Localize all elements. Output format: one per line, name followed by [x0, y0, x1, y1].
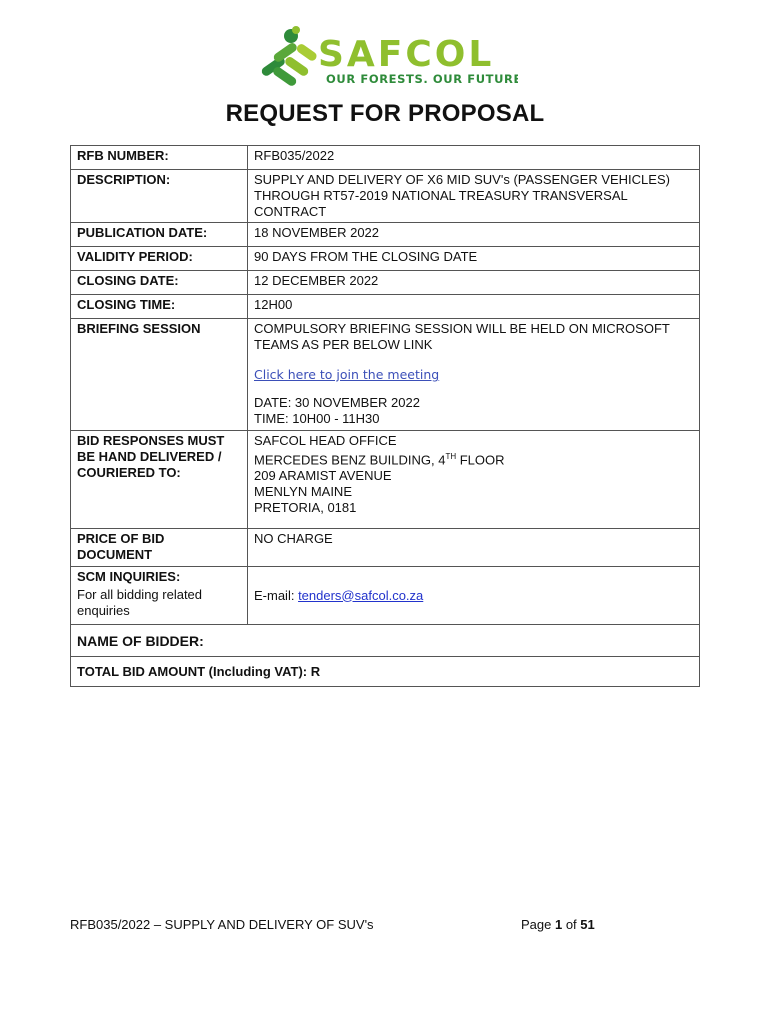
briefing-date: DATE: 30 NOVEMBER 2022: [254, 395, 420, 410]
page-title: REQUEST FOR PROPOSAL: [225, 100, 545, 127]
safcol-logo: [256, 22, 518, 90]
scm-label-title: SCM INQUIRIES:: [77, 569, 181, 584]
closing-date-value: 12 DECEMBER 2022: [248, 271, 700, 295]
table-row: [71, 223, 700, 247]
email-link[interactable]: tenders@safcol.co.za: [298, 587, 424, 603]
description-label: DESCRIPTION:: [71, 170, 248, 223]
scm-email-cell: [248, 567, 700, 625]
footer-document-ref: RFB035/2022 – SUPPLY AND DELIVERY OF SUV's: [70, 917, 374, 932]
table-row: [71, 625, 700, 657]
table-row: [71, 146, 700, 170]
validity-period-value: 90 DAYS FROM THE CLOSING DATE: [248, 247, 700, 271]
footer-page-number: Page 1 of 51: [521, 917, 595, 932]
table-row: [71, 247, 700, 271]
rfb-number-label: RFB NUMBER:: [71, 146, 248, 170]
delivery-label: BID RESPONSES MUST BE HAND DELIVERED / COURIERED TO:: [71, 431, 248, 529]
address-line: MENLYN MAINE: [254, 484, 352, 500]
table-row: [71, 567, 700, 625]
publication-date-label: PUBLICATION DATE:: [71, 223, 248, 247]
scm-label-sub: For all bidding related enquiries: [77, 587, 203, 618]
table-row: [71, 657, 700, 687]
briefing-session-value: [248, 319, 700, 431]
table-row: [71, 295, 700, 319]
price-value: NO CHARGE: [248, 529, 700, 567]
total-bid-amount-label: TOTAL BID AMOUNT (Including VAT): R: [71, 657, 700, 687]
publication-date-value: 18 NOVEMBER 2022: [248, 223, 700, 247]
closing-date-label: CLOSING DATE:: [71, 271, 248, 295]
description-value: SUPPLY AND DELIVERY OF X6 MID SUV's (PASSENGER VEHICLES) THROUGH RT57-2019 NATIONAL TREASURY TRANSVERSAL CONTRACT: [248, 170, 700, 223]
closing-time-value: 12H00: [248, 295, 700, 319]
address-line: SAFCOL HEAD OFFICE: [254, 433, 397, 448]
validity-period-label: VALIDITY PERIOD:: [71, 247, 248, 271]
email-prefix: E-mail:: [254, 587, 299, 603]
briefing-text: COMPULSORY BRIEFING SESSION WILL BE HELD ON MICROSOFT TEAMS AS PER BELOW LINK: [254, 321, 670, 352]
address-line: MERCEDES BENZ BUILDING, 4TH FLOOR: [254, 452, 505, 468]
logo-tagline: OUR FORESTS. OUR FUTURE.: [326, 72, 518, 86]
rfp-details-table: [70, 145, 700, 687]
safcol-logo-mark: [256, 22, 518, 90]
closing-time-label: CLOSING TIME:: [71, 295, 248, 319]
table-row: [71, 431, 700, 529]
table-row: [71, 170, 700, 223]
briefing-session-label: BRIEFING SESSION: [71, 319, 248, 431]
name-of-bidder-label: NAME OF BIDDER:: [71, 625, 700, 657]
address-line: 209 ARAMIST AVENUE: [254, 468, 392, 484]
address-line: PRETORIA, 0181: [254, 500, 357, 516]
table-row: [71, 529, 700, 567]
briefing-time: TIME: 10H00 - 11H30: [254, 411, 380, 426]
logo-wordmark: SAFCOL: [318, 34, 495, 75]
join-meeting-link[interactable]: Click here to join the meeting: [254, 367, 440, 382]
delivery-address: [248, 431, 700, 529]
table-row: [71, 271, 700, 295]
scm-inquiries-label: [71, 567, 248, 625]
price-label: PRICE OF BID DOCUMENT: [71, 529, 248, 567]
rfb-number-value: RFB035/2022: [248, 146, 700, 170]
table-row: [71, 319, 700, 431]
